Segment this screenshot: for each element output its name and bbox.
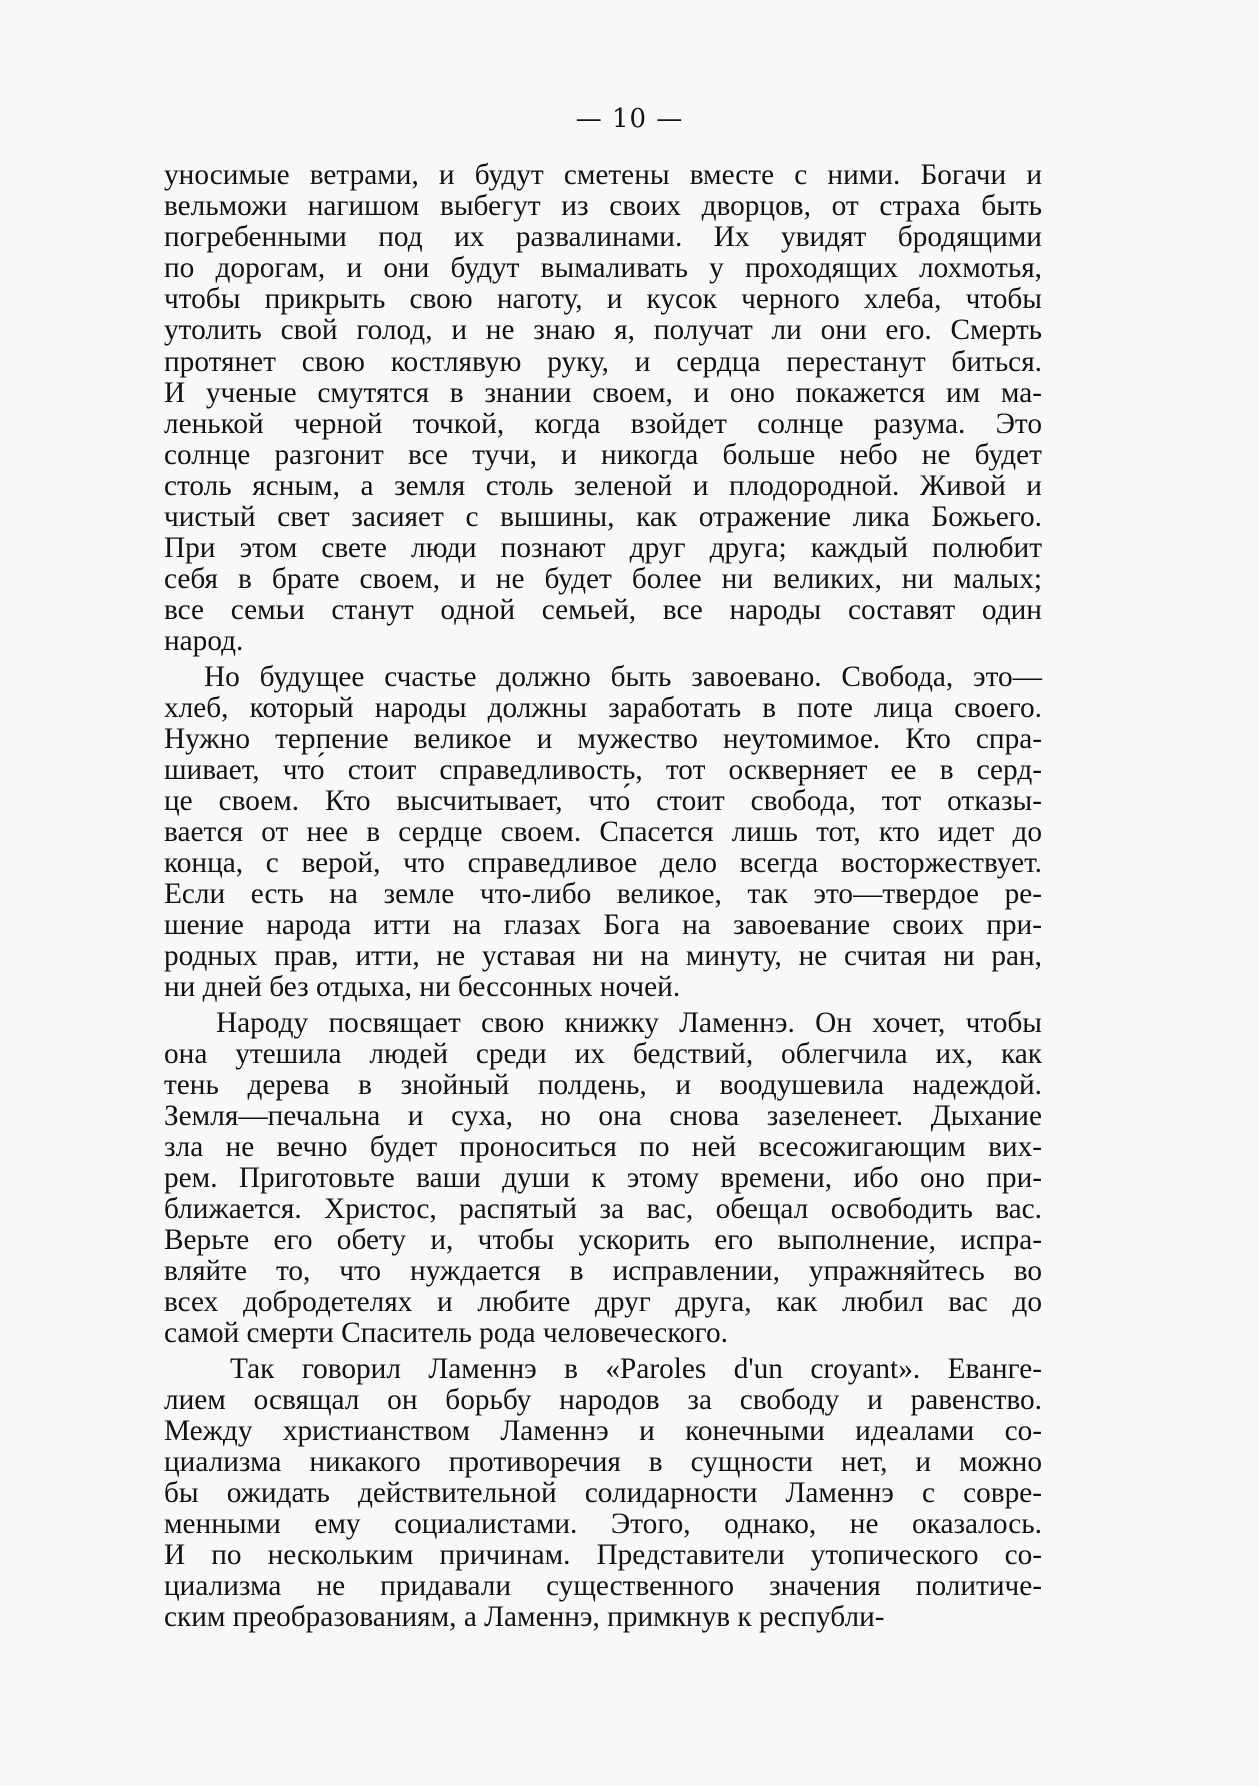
text-line: протянет свою костлявую руку, и сердца перестанут биться. (164, 345, 1042, 378)
text-line: менными ему социалистами. Этого, однако, не оказалось. (164, 1508, 1042, 1541)
text-line: столь ясным, а земля столь зеленой и плодородной. Живой и (164, 469, 1042, 502)
text-line: вляйте то, что нуждается в исправлении, упражняйтесь во (164, 1255, 1042, 1288)
text-line: При этом свете люди познают друг друга; каждый полюбит (164, 532, 1042, 565)
text-line: Верьте его обету и, чтобы ускорить его выполнение, испра- (164, 1224, 1042, 1257)
text-line: Земля—печальна и суха, но она снова зазеленеет. Дыхание (164, 1099, 1042, 1132)
text-line: самой смерти Спаситель рода человеческого. (164, 1317, 728, 1350)
paragraph (164, 1008, 1042, 1350)
text-line: И по нескольким причинам. Представители утопического со- (164, 1539, 1042, 1572)
text-line: циализма не придавали существенного значения политиче- (164, 1570, 1042, 1603)
text-line: ближается. Христос, распятый за вас, обещал освободить вас. (164, 1193, 1042, 1226)
paragraph (164, 160, 1042, 658)
text-line: народ. (164, 625, 244, 658)
text-line: хлеб, который народы должны заработать в поте лица своего. (164, 691, 1042, 724)
text-line: конца, с верой, что справедливое дело всегда восторжествует. (164, 847, 1042, 880)
text-line: Так говорил Ламеннэ в «Paroles d'un croyant». Еванге- (230, 1352, 1042, 1385)
text-line: шивает, что́ стоит справедливость, тот оскверняет ее в серд- (164, 753, 1042, 786)
text-line: чтобы прикрыть свою наготу, и кусок черного хлеба, чтобы (164, 283, 1042, 316)
text-line: ским преобразованиям, а Ламеннэ, примкнув к республи- (164, 1601, 885, 1634)
text-line: Но будущее счастье должно быть завоевано. Свобода, это— (204, 660, 1042, 693)
text-line: зла не вечно будет проноситься по ней всесожигающим вих- (164, 1130, 1042, 1163)
text-line: ни дней без отдыха, ни бессонных ночей. (164, 971, 681, 1004)
body-text (164, 160, 1042, 1633)
text-line: шение народа итти на глазах Бога на завоевание своих при- (164, 909, 1042, 942)
text-line: себя в брате своем, и не будет более ни великих, ни малых; (164, 563, 1042, 596)
page-number: — 10 — (575, 104, 684, 134)
text-line: лием освящал он борьбу народов за свободу и равенство. (164, 1383, 1042, 1416)
text-line: Нужно терпение великое и мужество неутомимое. Кто спра- (164, 722, 1042, 755)
text-line: утолить свой голод, и не знаю я, получат ли они его. Смерть (164, 314, 1042, 347)
text-line: циализма никакого противоречия в сущности нет, и можно (164, 1445, 1042, 1478)
paragraph (164, 1354, 1042, 1634)
text-line: Народу посвящает свою книжку Ламеннэ. Он хочет, чтобы (216, 1006, 1042, 1039)
text-line: Между христианством Ламеннэ и конечными идеалами со- (164, 1414, 1042, 1447)
paragraph (164, 662, 1042, 1004)
text-line: погребенными под их развалинами. Их увидят бродящими (164, 221, 1042, 254)
text-line: родных прав, итти, не уставая ни на минуту, не считая ни ран, (164, 940, 1042, 973)
text-line: тень дерева в знойный полдень, и воодушевила надеждой. (164, 1068, 1042, 1101)
text-line: бы ожидать действительной солидарности Ламеннэ с совре- (164, 1476, 1042, 1509)
text-line: все семьи станут одной семьей, все народы составят один (164, 594, 1042, 627)
text-line: она утешила людей среди их бедствий, облегчила их, как (164, 1037, 1042, 1070)
text-line: И ученые смутятся в знании своем, и оно покажется им ма- (164, 376, 1042, 409)
text-line: чистый свет засияет с вышины, как отражение лика Божьего. (164, 501, 1042, 534)
text-line: уносимые ветрами, и будут сметены вместе с ними. Богачи и (164, 159, 1042, 191)
text-line: вельможи нагишом выбегут из своих дворцов, от страха быть (164, 190, 1042, 223)
text-line: ленькой черной точкой, когда взойдет солнце разума. Это (164, 407, 1042, 440)
text-line: всех добродетелях и любите друг друга, как любил вас до (164, 1286, 1042, 1319)
text-line: Если есть на земле что-либо великое, так это—твердое ре- (164, 878, 1042, 911)
text-line: рем. Приготовьте ваши души к этому времени, ибо оно при- (164, 1162, 1042, 1194)
text-line: це своем. Кто высчитывает, что́ стоит свобода, тот отказы- (164, 784, 1042, 817)
text-line: солнце разгонит все тучи, и никогда больше небо не будет (164, 438, 1042, 471)
text-line: по дорогам, и они будут вымаливать у проходящих лохмотья, (164, 252, 1042, 285)
text-line: вается от нее в сердце своем. Спасется лишь тот, кто идет до (164, 815, 1042, 848)
